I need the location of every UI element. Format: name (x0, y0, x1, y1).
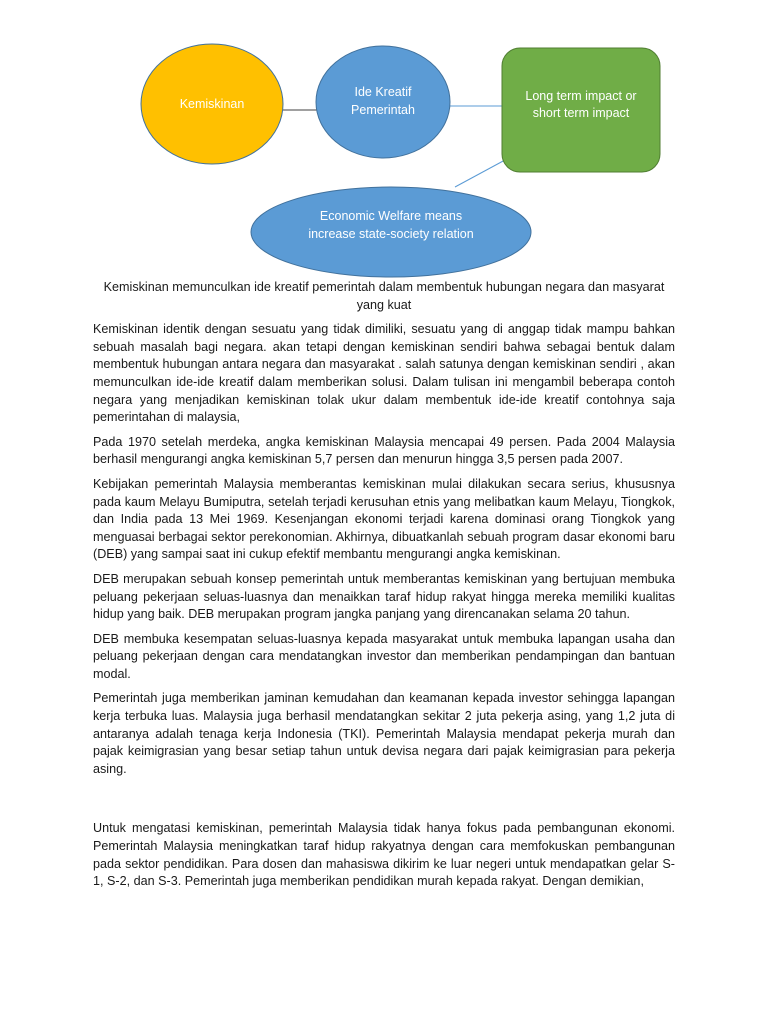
paragraph-2: Pada 1970 setelah merdeka, angka kemiskinan Malaysia mencapai 49 persen. Pada 2004 Malaysia berhasil mengurangi angka kemiskinan 5,7 persen dan menurun hingga 3,5 persen pada 2007. (93, 434, 675, 467)
paragraph-gap (93, 785, 675, 820)
paragraph-7: Untuk mengatasi kemiskinan, pemerintah Malaysia tidak hanya fokus pada pembangunan ekonomi. Pemerintah Malaysia meningkatkan taraf hidup rakyatnya dengan cara memfokuskan pembangunan pada sektor pendidikan. Para dosen dan mahasiswa dikirim ke luar negeri untuk mendapatkan gelar S-1, S-2, dan S-3. Pemerintah juga memberikan pendidikan murah kepada rakyat. Dengan demikian, (93, 821, 675, 889)
concept-diagram (0, 0, 768, 290)
node-kemiskinan (141, 44, 283, 164)
node-ide-kreatif-shape (316, 46, 450, 158)
node-ide-kreatif-label-1: Ide Kreatif (354, 85, 412, 99)
paragraph-4: DEB merupakan sebuah konsep pemerintah untuk memberantas kemiskinan yang bertujuan membuka peluang pekerjaan seluas-luasnya dan menaikkan taraf hidup rakyat hingga mereka memiliki kualitas hidup yang baik. DEB merupakan program jangka panjang yang direncanakan selama 20 tahun. (93, 571, 675, 622)
node-impact (502, 48, 660, 172)
node-welfare-label-1: Economic Welfare means (319, 209, 463, 223)
node-impact-label-1: Long term impact or (525, 89, 637, 103)
connector-impact-welfare (455, 160, 505, 187)
diagram-caption: Kemiskinan memunculkan ide kreatif pemerintah dalam membentuk hubungan negara dan masyarat yang kuat (103, 280, 665, 312)
paragraph-1: Kemiskinan identik dengan sesuatu yang tidak dimiliki, sesuatu yang di anggap tidak mampu bahkan sebuah masalah bagi negara. akan tetapi dengan kemiskinan sendiri bahwa sebagai bentuk dalam membentuk hubungan antara negara dan masyarakat . salah satunya dengan kemiskinan sendiri , akan memunculkan ide-ide kreatif dalam memberikan solusi. Dalam tulisan ini mengambil beberapa contoh negara yang menjadikan kemiskinan tolak ukur dalam membentuk ide-ide kreatif contohnya saja pemerintahan di malaysia, (93, 322, 675, 425)
node-ide-kreatif (316, 46, 450, 158)
node-welfare (251, 187, 531, 277)
paragraph-5: DEB membuka kesempatan seluas-luasnya kepada masyarakat untuk membuka lapangan usaha dan peluang pekerjaan dengan cara mendatangkan investor dan memberikan pendampingan dan bantuan modal. (93, 631, 675, 681)
node-impact-label-2: short term impact (532, 106, 630, 120)
paragraph-3: Kebijakan pemerintah Malaysia memberantas kemiskinan mulai dilakukan secara serius, khususnya pada kaum Melayu Bumiputra, setelah terjadi kerusuhan etnis yang melibatkan kaum Melayu, Tiongkok, dan India pada 13 Mei 1969. Kesenjangan ekonomi terjadi karena dominasi orang Tiongkok yang menguasai berbagai sektor perekonomian. Akhirnya, dibuatkanlah sebuah program dasar ekonomi baru (DEB) yang sampai saat ini cukup efektif membantu mengurangi angka kemiskinan. (93, 476, 675, 562)
paragraph-6: Pemerintah juga memberikan jaminan kemudahan dan keamanan kepada investor sehingga lapangan kerja terbuka luas. Malaysia juga berhasil mendatangkan sekitar 2 juta pekerja asing, yang 1,2 juta di antaranya adalah tenaga kerja Indonesia (TKI). Pemerintah Malaysia mendapat pekerja murah dan pajak keimigrasian yang besar setiap tahun untuk devisa negara dari pajak keimigrasian para pekerja asing. (93, 691, 675, 776)
node-ide-kreatif-label-2: Pemerintah (351, 103, 415, 117)
node-kemiskinan-label: Kemiskinan (179, 97, 245, 111)
document-body (93, 279, 675, 898)
node-welfare-label-2: increase state-society relation (308, 227, 474, 241)
